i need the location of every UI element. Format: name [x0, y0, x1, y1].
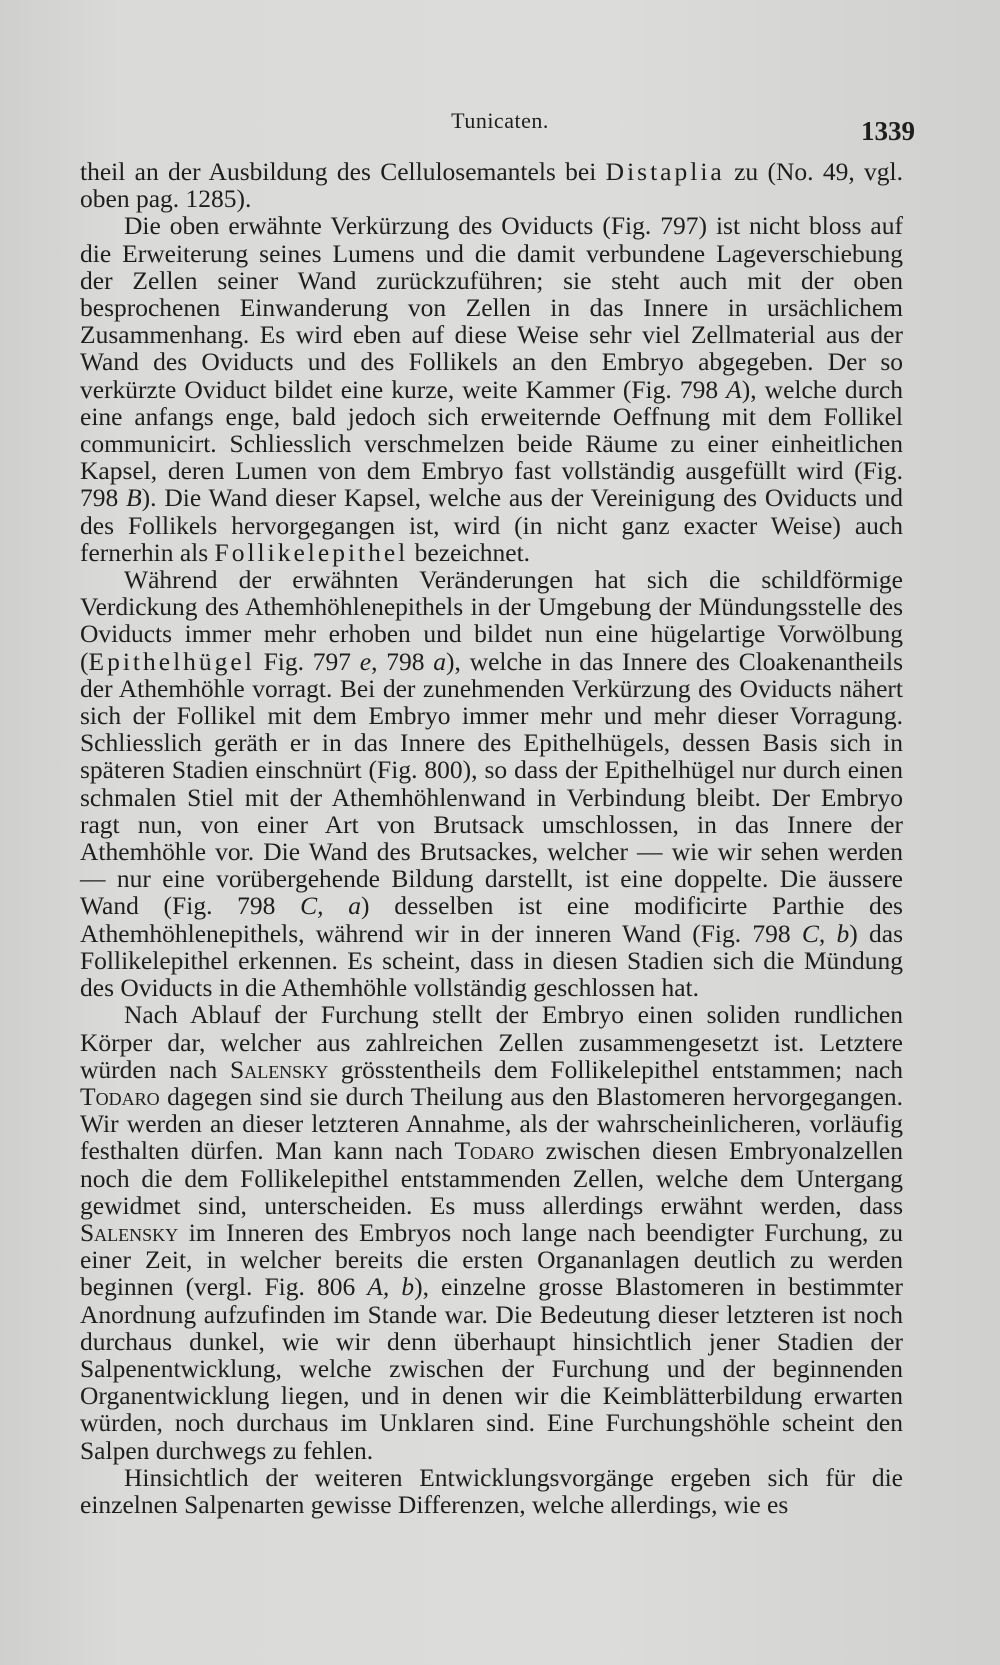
author-name: Todaro [454, 1136, 535, 1166]
text-run: ), welche in das Innere des Cloakenantheils der Athemhöhle vorragt. Bei der zunehmenden Verkürzung des Oviducts nähert sich der Follikel mit dem Embryo immer mehr und mehr dieser Vorragung. Schliesslich geräth er in das Innere des Epithelhügels, dessen Basis sich in späteren Stadien einschnürt (Fig. 800), so dass der Epithelhügel nur durch einen schmalen Stiel mit der Athemhöhlenwand in Verbindung bleibt. Der Embryo ragt nun, von einer Art von Brutsack umschlossen, in das Innere der Athemhöhle vor. Die Wand des Brutsackes, welcher — wie wir sehen werden — nur eine vorübergehende Bildung darstellt, ist eine doppelte. Die äussere Wand (Fig. 798 [80, 646, 903, 921]
text-run: Hinsichtlich der weiteren Entwicklungsvorgänge ergeben sich für die einzelnen Salpenarten gewisse Differenzen, welche allerdings, wie es [80, 1462, 903, 1519]
figure-label: C, a [300, 891, 361, 921]
page-number: 1339 [861, 116, 915, 146]
term-emphasis: Follikelepithel [214, 537, 409, 567]
text-run: ). Die Wand dieser Kapsel, welche aus der Vereinigung des Oviducts und des Follikels hervorgegangen ist, wird (in nicht ganz exacter Weise) auch fernerhin als [80, 483, 904, 567]
paragraph-3 [80, 566, 903, 1001]
paragraph-2 [80, 212, 903, 566]
text-run: , 798 [371, 646, 434, 676]
text-run: zu (No. 49, vgl. oben pag. 1285). [80, 157, 903, 214]
running-title: Tunicaten. [451, 108, 549, 133]
author-name: Todaro [80, 1081, 160, 1111]
text-run: zwischen diesen Embryonalzellen noch die dem Follikelepithel entstammenden Zellen, welche dem Untergang gewidmet sind, unterscheiden. Es muss allerdings erwähnt werden, dass [80, 1136, 903, 1220]
text-run: bezeichnet. [408, 537, 531, 567]
figure-label: A [726, 374, 742, 404]
text-run: Fig. 797 [254, 646, 360, 676]
paragraph-1 [80, 158, 903, 212]
text-run: Nach Ablauf der Furchung stellt der Embryo einen soliden rundlichen Körper dar, welcher aus zahlreichen Zellen zusammengesetzt ist. Letztere würden nach [80, 1000, 903, 1084]
text-run: Die oben erwähnte Verkürzung des Oviducts (Fig. 797) ist nicht bloss auf die Erweiterung seines Lumens und die damit verbundene Lageverschiebung der Zellen seiner Wand zurückzuführen; sie steht auch mit der oben besprochenen Einwanderung von Zellen in das Innere in ursächlichem Zusammenhang. Es wird eben auf diese Weise sehr viel Zellmaterial aus der Wand des Oviducts und des Follikels an den Embryo abgegeben. Der so verkürzte Oviduct bildet eine kurze, weite Kammer (Fig. 798 [80, 211, 903, 404]
text-run: theil an der Ausbildung des Cellulosemantels bei [80, 157, 606, 186]
text-run: ) desselben ist eine modificirte Parthie des Athemhöhlenepithels, während wir in der inneren Wand (Fig. 798 [80, 891, 903, 948]
text-run: ), einzelne grosse Blastomeren in bestimmter Anordnung aufzufinden im Stande war. Die Bedeutung dieser letzteren ist noch durchaus dunkel, wie wir denn überhaupt hinsichtlich jener Stadien der Salpenentwicklung, welche zwischen der Furchung und der beginnenden Organentwicklung liegen, und in denen wir die Keimblätterbildung erwarten würden, noch durchaus im Unklaren sind. Eine Furchungshöhle scheint den Salpen durchwegs zu fehlen. [80, 1272, 903, 1465]
figure-label: B [126, 483, 142, 513]
text-run: im Inneren des Embryos noch lange nach beendigter Furchung, zu einer Zeit, in welcher bereits die ersten Organanlagen deutlich zu werden beginnen (vergl. Fig. 806 [80, 1217, 903, 1302]
text-run: ), welche durch eine anfangs enge, bald jedoch sich erweiternde Oeffnung mit dem Follikel communicirt. Schliesslich verschmelzen beide Räume zu einer einheitlichen Kapsel, deren Lumen von dem Embryo fast vollständig ausgefüllt wird (Fig. 798 [80, 374, 903, 513]
text-run: grösstentheils dem Follikelepithel entstammen; nach [328, 1054, 903, 1084]
body-text [80, 158, 903, 1518]
figure-label: A, b [367, 1272, 415, 1302]
figure-label: C, b [801, 918, 850, 948]
term-emphasis: Epithelhügel [88, 646, 255, 676]
text-run: Während der erwähnten Veränderungen hat sich die schildförmige Verdickung des Athemhöhlenepithels in der Umgebung der Mündungsstelle des Oviducts immer mehr erhoben und bildet nun eine hügelartige Vorwölbung ( [80, 565, 903, 676]
text-run: ) das Follikelepithel erkennen. Es scheint, dass in diesen Stadien sich die Mündung des Oviducts in die Athemhöhle vollständig geschlossen hat. [80, 918, 904, 1003]
paragraph-5 [80, 1464, 903, 1518]
text-run: dagegen sind sie durch Theilung aus den Blastomeren hervorgegangen. Wir werden an dieser letzteren Annahme, als der wahrscheinlicheren, vorläufig festhalten dürfen. Man kann nach [80, 1081, 903, 1166]
author-name: Salensky [230, 1054, 329, 1084]
author-name: Salensky [80, 1217, 179, 1247]
paragraph-4 [80, 1001, 903, 1463]
genus-name: Distaplia [605, 157, 725, 186]
figure-label: a [433, 646, 447, 676]
figure-label: e [359, 646, 372, 676]
